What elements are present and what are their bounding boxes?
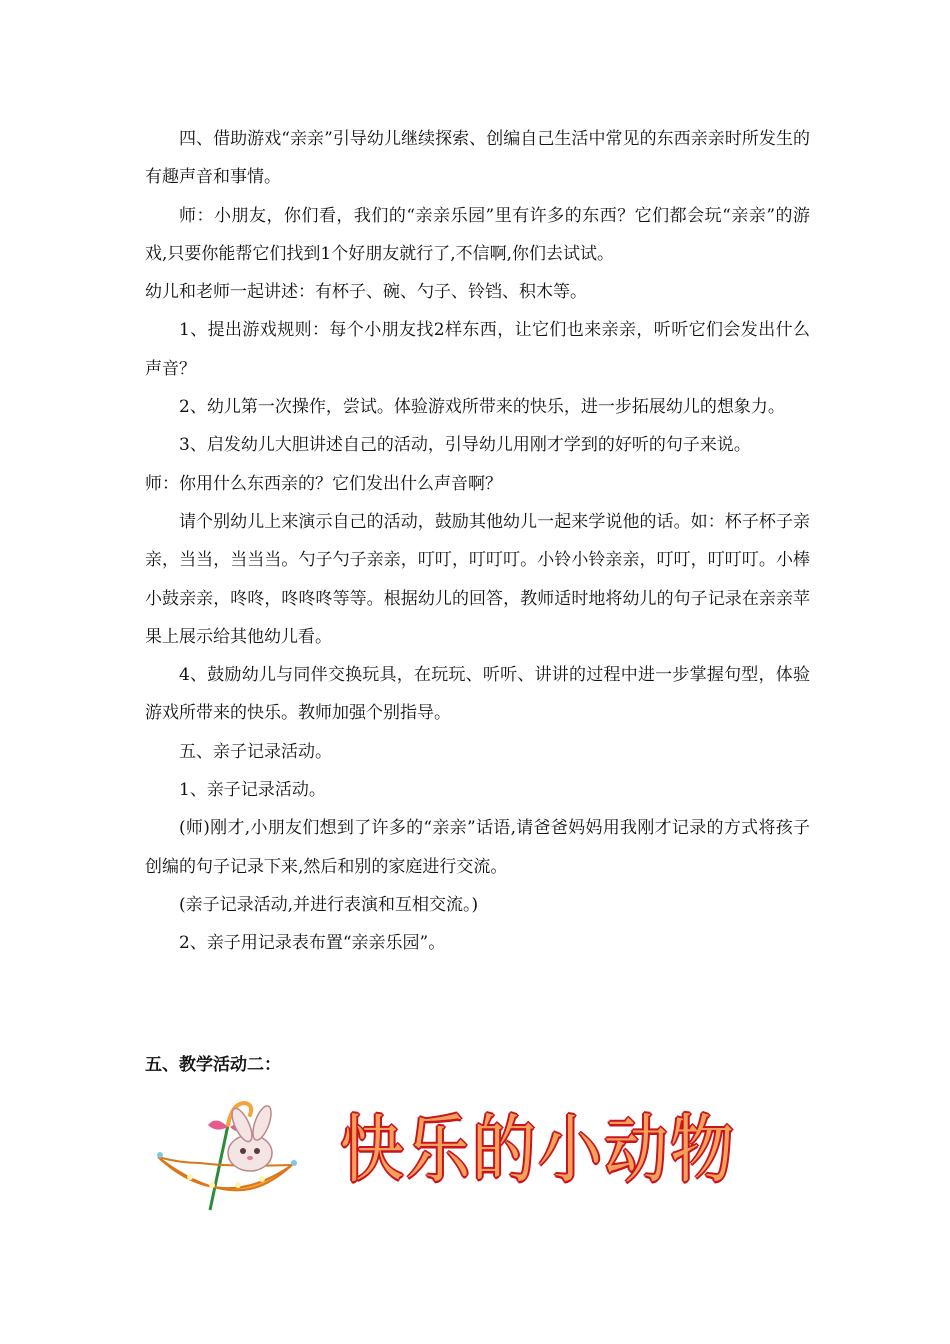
banner-title: 快乐的小动物 bbox=[340, 1108, 736, 1194]
bunny-umbrella-icon bbox=[150, 1085, 320, 1215]
paragraph: 五、亲子记录活动。 bbox=[179, 741, 332, 762]
activity-banner bbox=[150, 1085, 736, 1215]
paragraph: 2、亲子用记录表布置“亲亲乐园”。 bbox=[179, 933, 446, 954]
paragraph: 师：你用什么东西亲的？它们发出什么声音啊？ bbox=[145, 473, 502, 494]
paragraph: 请个别幼儿上来演示自己的活动，鼓励其他幼儿一起来学说他的话。如：杯子杯子亲亲，当当，当当当。勺子勺子亲亲，叮叮，叮叮叮。小铃小铃亲亲，叮叮，叮叮叮。小棒小鼓亲亲，咚咚，咚咚咚等等。根据幼儿的回答，教师适时地将幼儿的句子记录在亲亲苹果上展示给其他幼儿看。 bbox=[145, 511, 810, 647]
paragraph: 4、鼓励幼儿与同伴交换玩具，在玩玩、听听、讲讲的过程中进一步掌握句型，体验游戏所带来的快乐。教师加强个别指导。 bbox=[145, 665, 810, 724]
paragraph: 3、启发幼儿大胆讲述自己的活动，引导幼儿用刚才学到的好听的句子来说。 bbox=[179, 435, 751, 456]
section-heading: 五、教学活动二： bbox=[145, 1055, 281, 1075]
paragraph: 幼儿和老师一起讲述：有杯子、碗、勺子、铃铛、积木等。 bbox=[145, 282, 587, 303]
paragraph: 1、亲子记录活动。 bbox=[179, 780, 326, 801]
paragraph: 师：小朋友，你们看，我们的“亲亲乐园”里有许多的东西？它们都会玩“亲亲”的游戏,只要你能帮它们找到1个好朋友就行了,不信啊,你们去试试。 bbox=[145, 205, 810, 264]
paragraph: (亲子记录活动,并进行表演和互相交流。) bbox=[179, 894, 479, 915]
paragraph: 2、幼儿第一次操作，尝试。体验游戏所带来的快乐，进一步拓展幼儿的想象力。 bbox=[179, 397, 785, 418]
paragraph: (师)刚才,小朋友们想到了许多的“亲亲”话语,请爸爸妈妈用我刚才记录的方式将孩子创编的句子记录下来,然后和别的家庭进行交流。 bbox=[145, 818, 810, 877]
body-text bbox=[145, 120, 810, 963]
paragraph: 1、提出游戏规则：每个小朋友找2样东西，让它们也来亲亲，听听它们会发出什么声音？ bbox=[145, 320, 810, 379]
paragraph: 四、借助游戏“亲亲”引导幼儿继续探索、创编自己生活中常见的东西亲亲时所发生的有趣声音和事情。 bbox=[145, 129, 810, 188]
